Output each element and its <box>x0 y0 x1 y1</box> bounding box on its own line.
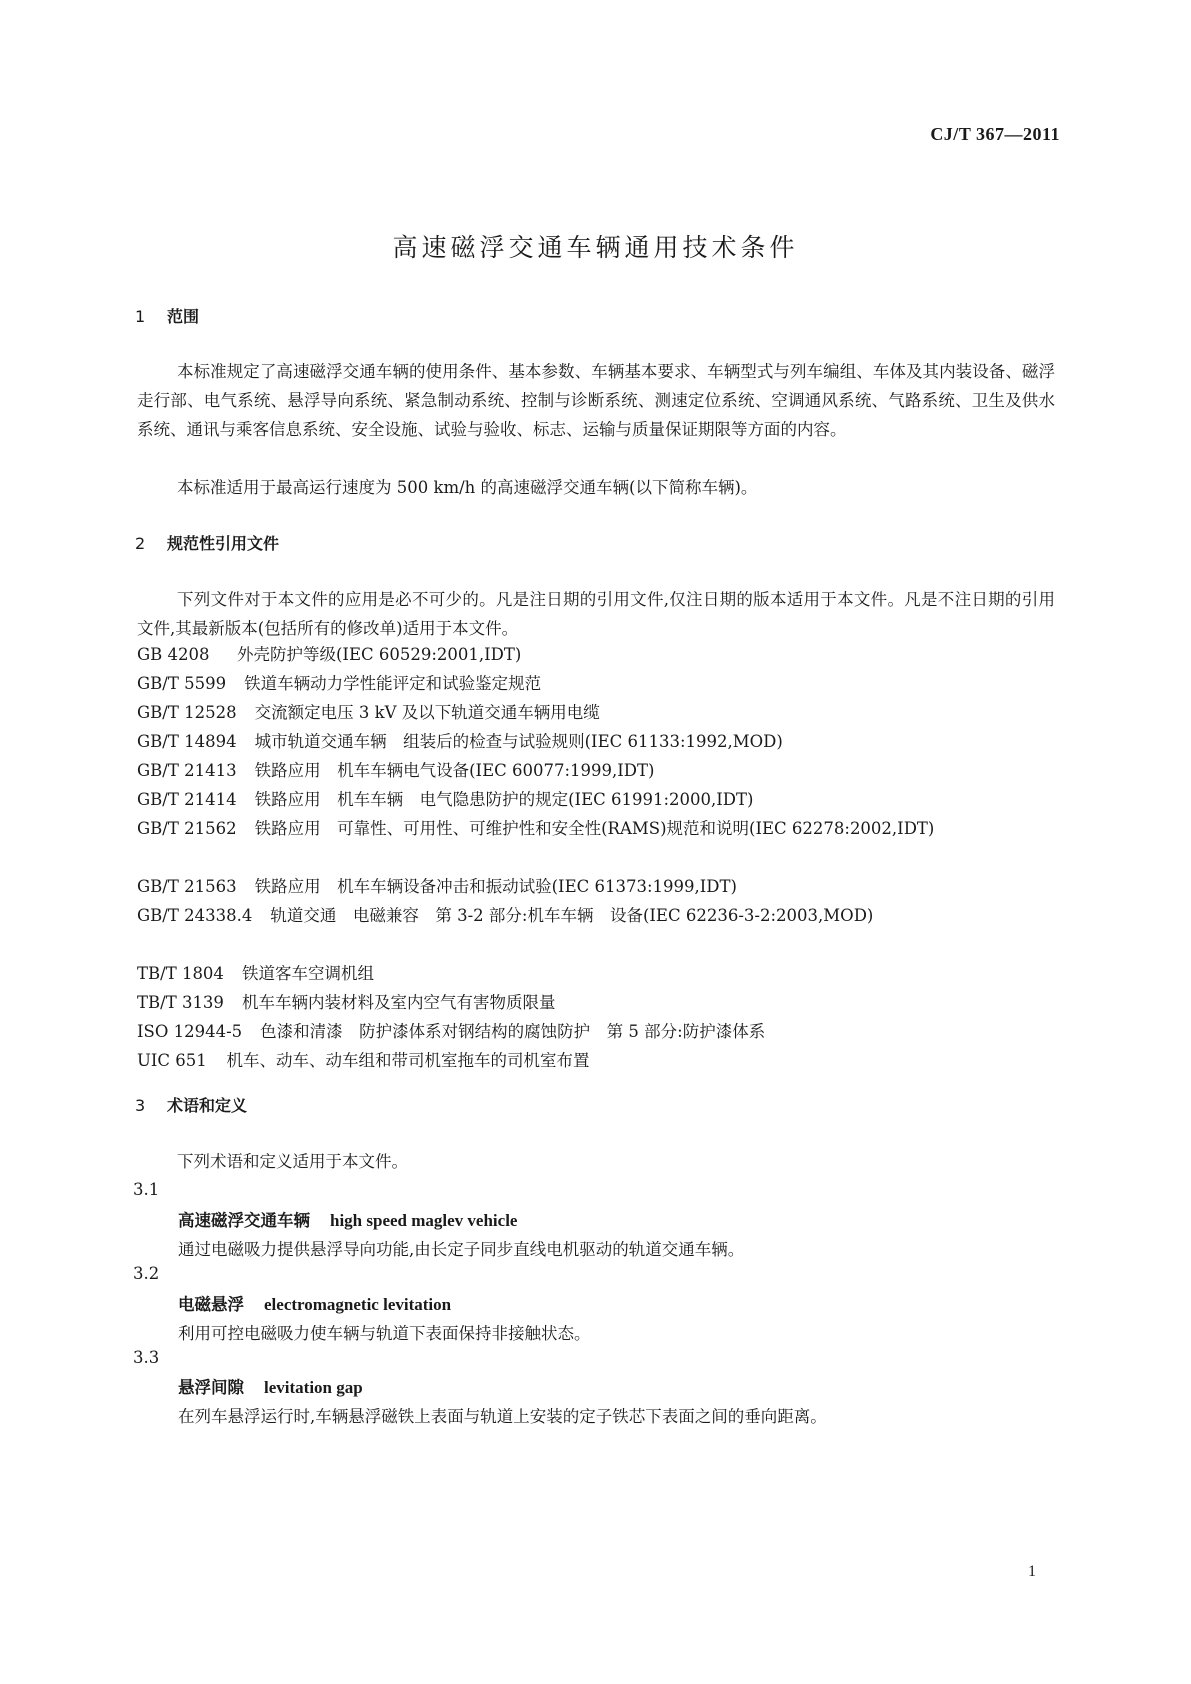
standard-code: CJ/T 367—2011 <box>930 124 1060 144</box>
reference-code: GB/T 21563 <box>137 877 237 896</box>
terms-intro: 下列术语和定义适用于本文件。 <box>177 1152 408 1171</box>
reference-code: TB/T 1804 <box>137 964 224 983</box>
refs-intro: 下列文件对于本文件的应用是必不可少的。凡是注日期的引用文件,仅注日期的版本适用于本文件。凡是不注日期的引用文件,其最新版本(包括所有的修改单)适用于本文件。 <box>137 590 1055 638</box>
reference-item <box>137 988 1055 1018</box>
reference-code: GB/T 5599 <box>137 674 227 693</box>
page-number: 1 <box>1028 1563 1036 1580</box>
reference-item <box>137 698 1055 728</box>
reference-item <box>137 872 1055 902</box>
reference-title: 机车、动车、动车组和带司机室拖车的司机室布置 <box>226 1051 590 1070</box>
reference-title: 铁路应用 机车车辆设备冲击和振动试验(IEC 61373:1999,IDT) <box>254 877 737 896</box>
section-title: 规范性引用文件 <box>167 534 280 553</box>
term-heading <box>178 1207 517 1231</box>
term-heading <box>178 1374 363 1398</box>
term-heading <box>178 1291 451 1315</box>
reference-item <box>137 727 1055 757</box>
scope-paragraph-2: 本标准适用于最高运行速度为 500 km/h 的高速磁浮交通车辆(以下简称车辆)。 <box>177 478 758 497</box>
reference-item <box>137 1017 1055 1047</box>
reference-code: TB/T 3139 <box>137 993 224 1012</box>
reference-title: 机车车辆内装材料及室内空气有害物质限量 <box>241 993 556 1012</box>
term-zh: 高速磁浮交通车辆 <box>178 1211 310 1230</box>
term-number: 3.2 <box>133 1264 160 1283</box>
document-title: 高速磁浮交通车辆通用技术条件 <box>392 233 799 262</box>
reference-title: 城市轨道交通车辆 组装后的检查与试验规则(IEC 61133:1992,MOD) <box>254 732 783 751</box>
section-title: 范围 <box>167 307 200 326</box>
reference-code: ISO 12944-5 <box>137 1022 243 1041</box>
section-heading-terms <box>135 1093 247 1116</box>
reference-item <box>137 640 1055 670</box>
reference-item <box>137 785 1055 815</box>
term-en: levitation gap <box>264 1378 363 1397</box>
reference-title: 铁路应用 机车车辆 电气隐患防护的规定(IEC 61991:2000,IDT) <box>254 790 754 809</box>
term-en: electromagnetic levitation <box>264 1295 452 1314</box>
reference-item <box>137 814 1055 844</box>
reference-title: 铁路应用 机车车辆电气设备(IEC 60077:1999,IDT) <box>254 761 655 780</box>
section-number: 1 <box>135 307 146 326</box>
section-number: 3 <box>135 1096 146 1115</box>
term-en: high speed maglev vehicle <box>330 1211 518 1230</box>
reference-title: 铁道车辆动力学性能评定和试验鉴定规范 <box>244 674 542 693</box>
reference-code: UIC 651 <box>137 1051 207 1070</box>
reference-code: GB/T 21413 <box>137 761 237 780</box>
section-heading-scope <box>135 304 199 327</box>
reference-code: GB/T 12528 <box>137 703 237 722</box>
reference-title: 铁道客车空调机组 <box>241 964 374 983</box>
scope-paragraph-1: 本标准规定了高速磁浮交通车辆的使用条件、基本参数、车辆基本要求、车辆型式与列车编组、车体及其内装设备、磁浮走行部、电气系统、悬浮导向系统、紧急制动系统、控制与诊断系统、测速定位系统、空调通风系统、气路系统、卫生及供水系统、通讯与乘客信息系统、安全设施、试验与验收、标志、运输与质量保证期限等方面的内容。 <box>137 362 1055 439</box>
section-title: 术语和定义 <box>167 1096 248 1115</box>
reference-item <box>137 959 1055 989</box>
term-number: 3.1 <box>133 1180 160 1199</box>
section-heading-refs <box>135 531 279 554</box>
term-zh: 悬浮间隙 <box>178 1378 244 1397</box>
reference-title: 轨道交通 电磁兼容 第 3-2 部分:机车车辆 设备(IEC 62236-3-2:2003,MOD) <box>270 906 874 925</box>
term-definition: 利用可控电磁吸力使车辆与轨道下表面保持非接触状态。 <box>178 1324 591 1343</box>
reference-code: GB/T 21562 <box>137 819 237 838</box>
reference-item <box>137 669 1055 699</box>
term-number: 3.3 <box>133 1348 160 1367</box>
term-zh: 电磁悬浮 <box>178 1295 244 1314</box>
reference-code: GB 4208 <box>137 645 210 664</box>
reference-code: GB/T 24338.4 <box>137 906 253 925</box>
reference-item <box>137 901 1055 931</box>
section-number: 2 <box>135 534 146 553</box>
reference-item <box>137 1046 1055 1076</box>
reference-item <box>137 756 1055 786</box>
reference-title: 交流额定电压 3 kV 及以下轨道交通车辆用电缆 <box>254 703 600 722</box>
reference-title: 色漆和清漆 防护漆体系对钢结构的腐蚀防护 第 5 部分:防护漆体系 <box>260 1022 766 1041</box>
term-definition: 在列车悬浮运行时,车辆悬浮磁铁上表面与轨道上安装的定子铁芯下表面之间的垂向距离。 <box>178 1407 827 1426</box>
reference-code: GB/T 14894 <box>137 732 237 751</box>
term-definition: 通过电磁吸力提供悬浮导向功能,由长定子同步直线电机驱动的轨道交通车辆。 <box>178 1240 745 1259</box>
reference-title: 外壳防护等级(IEC 60529:2001,IDT) <box>236 645 522 664</box>
reference-code: GB/T 21414 <box>137 790 237 809</box>
reference-title: 铁路应用 可靠性、可用性、可维护性和安全性(RAMS)规范和说明(IEC 62278:2002,IDT) <box>254 819 935 838</box>
